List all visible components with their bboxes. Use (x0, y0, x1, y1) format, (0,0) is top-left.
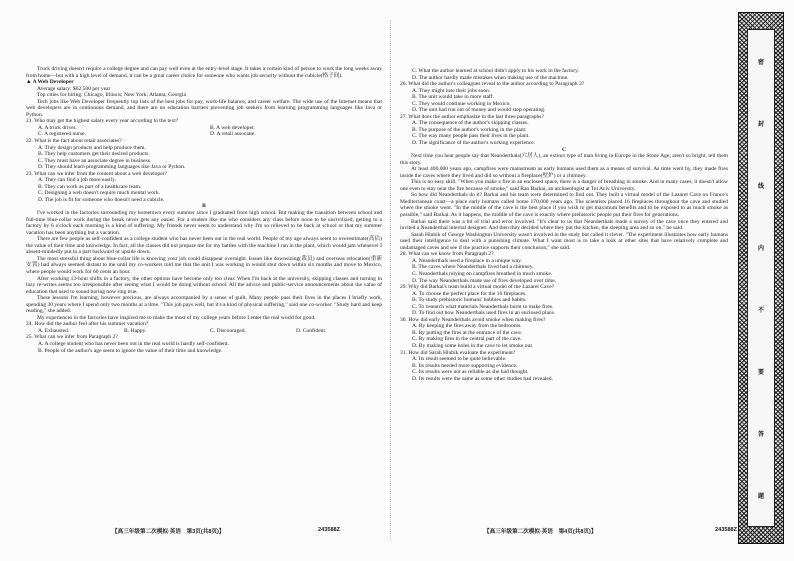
answer-option: C. They must have an associate degree in business. (38, 157, 152, 164)
answer-option: A. Exhausted. (38, 327, 70, 334)
paragraph: At least 400,000 years ago, campfires were mainstream as early humans used them as a means of survival. As time went by, they made fires inside the caves where they lived and did so without a fireplace(壁炉) or a chimney. (400, 166, 728, 179)
answer-option: C. Its results were not as reliable as she had thought. (412, 369, 529, 376)
answer-option: B. The caves where Neanderthals lived had a chimney. (412, 264, 534, 271)
paragraph: Top cities for hiring: Chicago, Illinois; New York; Atlanta, Georgia (37, 92, 186, 99)
answer-option: C. A registered nurse. (38, 131, 86, 138)
answer-option: C. Discouraged. (210, 327, 246, 334)
left-page-column (26, 66, 382, 354)
answer-option: A. Its result seemed to be quite believable. (412, 356, 507, 363)
answer-option: A. The consequence of the author's skipping classes. (412, 120, 529, 127)
paragraph: After working 13-hour shifts in a factory, the other options have become only too clear. When I'm back at the university, skipping classes and turning in lazy re-writes seems too irresponsible after seeing what I would be doing without school. All the advice and public-service announcements about the value of education that used to sound boring now ring true. (26, 275, 382, 295)
seal-line-char: 封 (757, 120, 764, 128)
seal-line-char: 内 (757, 244, 764, 252)
answer-option: A. To choose the perfect place for the 16 fireplaces. (412, 290, 527, 297)
paragraph: These lessons I'm learning, however precious, are always accompanied by a sense of guilt. Many people pass their lives in the places I briefly work, spending 30 years where I spend only two months at a time. "This job pays well, but it's a kind of physical suffering," said one co-worker. "Study hard and keep reading," she added. (26, 295, 382, 315)
question: 25. What can we infer from Paragraph 2? (26, 334, 118, 341)
answer-option: D. Its results were the same as some other studies had revealed. (412, 375, 553, 382)
answer-option: D. The author hardly made mistakes when making use of the machine. (412, 74, 569, 81)
answer-option: B. The unit would take in more staff. (412, 94, 494, 101)
left-page-code: 243588Z (318, 527, 341, 533)
question: 31. How did Sarah Hlubik evaluate the experiment? (400, 349, 516, 356)
paragraph: This is no easy skill. "When you make a fire in an enclosed space, there is a danger of breathing in smoke. And in many cases, it doesn't allow one even to stay near the fire because of smoke," said Ran Barkai, an archaeologist at Tel Aviv University. (400, 179, 728, 192)
seal-line-strip (738, 12, 784, 544)
answer-option: C. What the author learned at school didn't apply to his work in the factory. (412, 68, 579, 74)
answer-option: B. To study prehistoric humans' hobbies and habits. (412, 297, 527, 304)
passage-letter: B (202, 203, 206, 210)
question: 22. What is the fact about retail associates? (26, 138, 122, 145)
paragraph: Tech jobs like Web Developer frequently top lists of the best jobs for pay, work-life balance, and career welfare. The wide use of the Internet means that web developers are in continuous demand, and there are no education barriers preventing job seekers from learning programming languages like Java or Python. (26, 98, 382, 118)
question: 24. How did the author feel after his summer vacation? (26, 321, 149, 328)
answer-option: D. The unit had run out of money and would stop operating. (412, 107, 546, 114)
right-page-code: 243588Z (715, 527, 738, 533)
answer-option: D. The way Neanderthals made use of fires developed over time. (412, 277, 557, 284)
seal-line-char: 答 (757, 430, 764, 438)
answer-option: A. A college student who has never been out in the real world is hardly self-confident. (38, 340, 229, 347)
answer-option: A. Neanderthals used a fireplace in a unique way. (412, 257, 522, 264)
answer-option: B. The purpose of the author's working in the plant. (412, 126, 527, 133)
answer-option: B. People of the author's age seem to ignore the value of their time and knowledge. (38, 347, 223, 354)
answer-option: B. They help customers get their desired products. (38, 151, 150, 158)
answer-option: A. A truck driver. (38, 124, 77, 131)
paragraph: So how did Neanderthals do it? Barkai and his team were determined to find out. They built a virtual model of the Lazaret Cave on France's Mediterranean coast—a place early humans called home 170,000 years ago. The scientists placed 16 fireplaces throughout the cave and studied where the smoke went. "In the middle of the cave is the best place if you wish to get maximum benefits and to be exposed to as much smoke as possible," said Barkai. As it happens, the middle of the cave is exactly where prehistoric people put their fires for generations. (400, 192, 728, 219)
seal-line-char: 不 (757, 306, 764, 314)
seal-line-char: 线 (757, 182, 764, 190)
question: 27. What does the author emphasize in the last three paragraphs? (400, 113, 544, 120)
paragraph: My experiences in the factories have inspired me to make the most of my college years before I enter the real world for good. (37, 314, 316, 321)
question: 26. What did the author's colleagues reveal to the author according to Paragraph 3? (400, 81, 585, 88)
seal-line-char: 要 (757, 368, 764, 376)
answer-option: B. By putting the fires at the entrance of the cave. (412, 329, 523, 336)
seal-line-char: 题 (757, 492, 764, 500)
paragraph: There are few people as self-confident as a college student who has never been out in the real world. People of my age always seem to overestimate(高估) the value of their time and knowledge. In fact, all the classes did not prepare me for my battles with the machine I ran in the plant, which would jam whenever I absent-mindedly put in a part backward or upside down. (26, 236, 382, 256)
seal-line-char: 密 (757, 58, 764, 66)
paragraph: I've worked in the factories surrounding my hometown every summer since I graduated from high school. But making the transition between school and full-time blue-collar work during the break never gets any easier. For a student like me who considers any class before noon to be uncivilized, getting to a factory by 6 o'clock each morning is a kind of suffering. My friends never seem to understand why I'm so relieved to be back at school or that my summer vacation has been anything but a vacation. (26, 210, 382, 236)
answer-option: D. The significance of the author's working experience. (412, 140, 536, 147)
answer-option: A. They can find a job more easily. (38, 177, 116, 184)
page-divider (390, 20, 391, 540)
paragraph: Average salary: $62,500 per year (37, 85, 111, 92)
seal-line-label (747, 29, 775, 527)
answer-option: D. To find out how Neanderthals used fires in an enclosed place. (412, 310, 556, 317)
question: 21. Who may get the highest salary every year according to the text? (26, 118, 179, 125)
answer-option: C. Designing a web doesn't require much mental work. (38, 190, 161, 197)
answer-option: A. They design products and help produce them. (38, 144, 146, 151)
answer-option: B. They can work as part of a healthcare team. (38, 183, 142, 190)
answer-option: C. The way many people pass their lives in the plant. (412, 133, 530, 140)
paragraph: Truck driving doesn't require a college degree and can pay well even at the entry-level stage. It takes a certain kind of person to work the long weeks away from home—but with a high level of demand, it can be a great career choice for someone who wants job security without the cubicle(格子间). (26, 66, 382, 79)
paragraph: Barkai said there was a bit of trial and error involved. "It's clear to us that Neanderthals made a survey of the cave once they entered and invited a Neanderthal internal designer. And then they decided where they put the kitchen, the sleeping area and so on," he said. (400, 218, 728, 232)
answer-option: B. A web developer. (210, 124, 255, 131)
right-page-column (400, 68, 728, 382)
answer-option: C. They would continue working in Mexico. (412, 100, 511, 107)
answer-option: C. To research what materials Neanderthals burnt to make fires. (412, 303, 554, 310)
answer-option: A. They might lose their jobs soon. (412, 87, 491, 94)
answer-option: D. Confident. (296, 327, 327, 334)
paragraph: The most stressful thing about blue-collar life is knowing your job could disappear overnight. Issues like downsizing(裁员) and overseas relocation(重新安置) had always seemed distant to me until my co-workers told me that the unit I was working in would shut down within six months and move to Mexico, where people would work for 60 cents an hour. (26, 255, 382, 275)
answer-option: C. Neanderthals relying on campfires breathed in much smoke. (412, 270, 553, 277)
question: 28. What can we know from Paragraph 2? (400, 251, 494, 258)
answer-option: D. The job is fit for someone who doesn't need a cubicle. (38, 196, 165, 203)
question: 23. What can we infer from the content about a web developer? (26, 170, 167, 177)
passage-letter: C (561, 146, 566, 153)
answer-option: B. Its results needed more supporting evidence. (412, 362, 518, 369)
answer-option: B. Happy. (124, 327, 147, 334)
paragraph: Sarah Hlubik of George Washington University wasn't involved in the study but called it clever. "The experiment illustrates how early humans used their intelligence to deal with a punishing climate. What I want most is to take a look at other sites that have relatively complete and undamaged caves and see if the practice supports their conclusion," she said. (400, 231, 728, 251)
answer-option: A. By keeping the fires away from the bedrooms. (412, 323, 522, 330)
question: 30. How did early Neanderthals avoid smoke when making fires? (400, 316, 546, 323)
answer-option: D. They should learn programming languages like Java or Python. (38, 164, 186, 171)
right-page-footer: 【高三年级第二次模拟·英语 第4页(共8页)】 (484, 529, 597, 535)
section-heading: ▲ A Web Developer (26, 79, 74, 86)
left-page-footer: 【高三年级第二次模拟·英语 第3页(共8页)】 (112, 529, 225, 535)
answer-option: C. By making fires in the central part of the cave. (412, 336, 522, 343)
question: 29. Why did Barkai's team build a virtual model of the Lazaret Cave? (400, 284, 555, 291)
answer-option: D. A retail associate. (210, 131, 256, 138)
paragraph: Next time you hear people say that Neanderthals(穴居人), an extinct type of man living in Europe in the Stone Age, aren't so bright, tell them this story. (400, 153, 728, 166)
answer-option: D. By making some holes in the cave to let smoke out. (412, 342, 534, 349)
